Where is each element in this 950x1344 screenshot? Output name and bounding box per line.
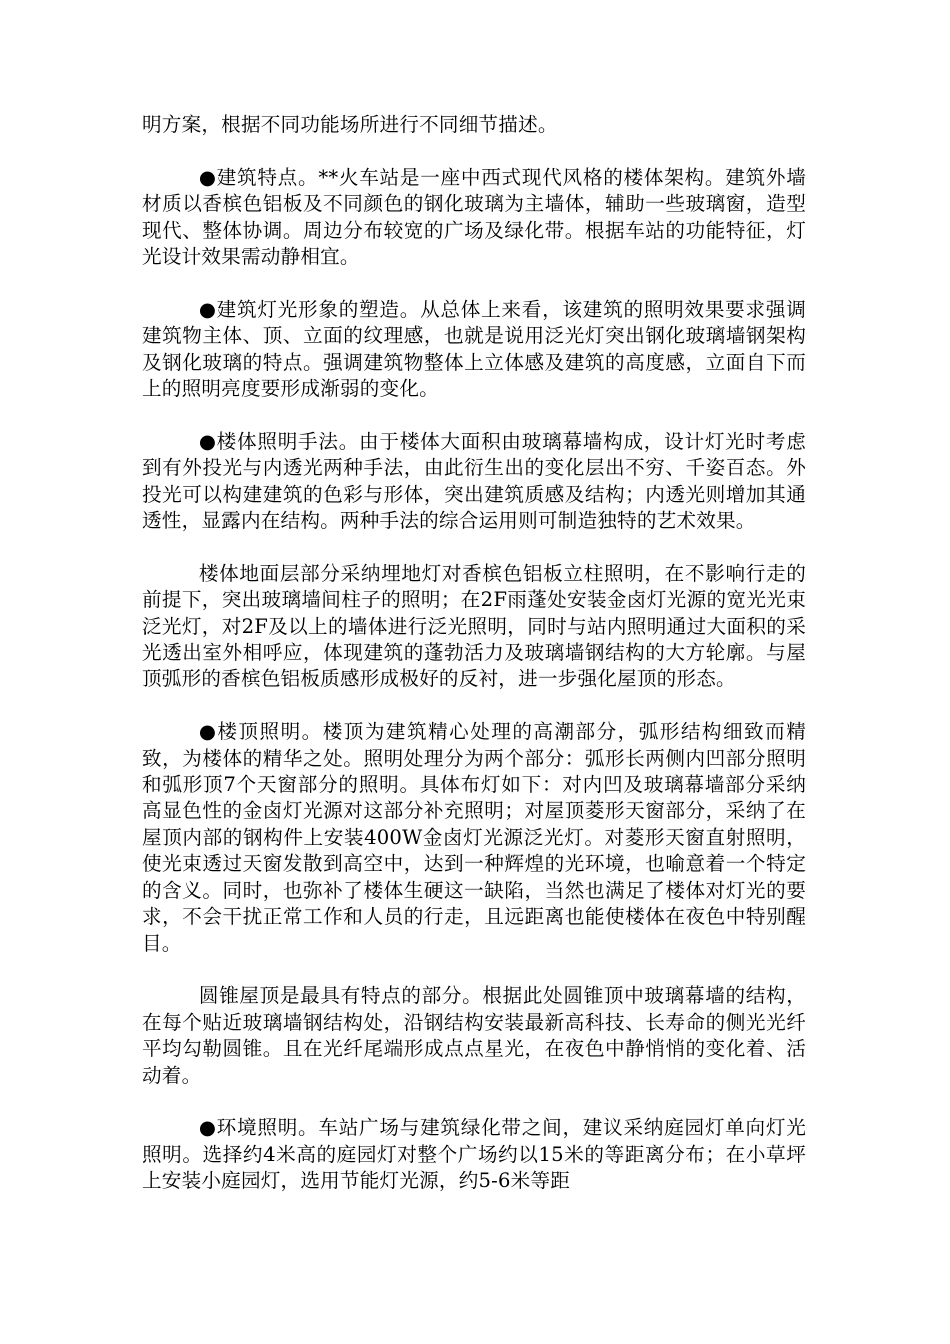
paragraph-environment-lighting: ●环境照明。车站广场与建筑绿化带之间，建议采纳庭园灯单向灯光照明。选择约4米高的庭园灯对整个广场约以15米的等距离分布；在小草坪上安装小庭园灯，选用节能灯光源，约5-6米等距: [142, 1116, 806, 1193]
paragraph-ground-floor-lighting: 楼体地面层部分采纳埋地灯对香槟色铝板立柱照明，在不影响行走的前提下，突出玻璃墙间柱子的照明；在2F雨蓬处安装金卤灯光源的宽光光束泛光灯，对2F及以上的墙体进行泛光照明，同时与站内照明通过大面积的采光透出室外相呼应，体现建筑的蓬勃活力及玻璃墙钢结构的大方轮廓。与屋顶弧形的香槟色铝板质感形成极好的反衬，进一步强化屋顶的形态。: [142, 561, 806, 691]
paragraph-roof-lighting: ●楼顶照明。楼顶为建筑精心处理的高潮部分，弧形结构细致而精致，为楼体的精华之处。照明处理分为两个部分：弧形长两侧内凹部分照明和弧形顶7个天窗部分的照明。具体布灯如下：对内凹及玻璃幕墙部分采纳高显色性的金卤灯光源对这部分补充照明；对屋顶菱形天窗部分，采纳了在屋顶内部的钢构件上安装400W金卤灯光源泛光灯。对菱形天窗直射照明，使光束透过天窗发散到高空中，达到一种辉煌的光环境，也喻意着一个特定的含义。同时，也弥补了楼体生硬这一缺陷，当然也满足了楼体对灯光的要求，不会干扰正常工作和人员的行走，且远距离也能使楼体在夜色中特别醒目。: [142, 720, 806, 955]
document-body: [142, 112, 806, 1221]
paragraph-cone-roof: 圆锥屋顶是最具有特点的部分。根据此处圆锥顶中玻璃幕墙的结构，在每个贴近玻璃墙钢结构处，沿钢结构安装最新高科技、长寿命的侧光光纤平均勾勒圆锥。且在光纤尾端形成点点星光，在夜色中静悄悄的变化着、活动着。: [142, 984, 806, 1087]
paragraph-facade-lighting-methods: ●楼体照明手法。由于楼体大面积由玻璃幕墙构成，设计灯光时考虑到有外投光与内透光两种手法，由此衍生出的变化层出不穷、千姿百态。外投光可以构建建筑的色彩与形体，突出建筑质感及结构；内透光则增加其通透性，显露内在结构。两种手法的综合运用则可制造独特的艺术效果。: [142, 429, 806, 533]
paragraph-lighting-image: ●建筑灯光形象的塑造。从总体上来看，该建筑的照明效果要求强调建筑物主体、顶、立面的纹理感，也就是说用泛光灯突出钢化玻璃墙钢架构及钢化玻璃的特点。强调建筑物整体上立体感及建筑的高度感，立面自下而上的照明亮度要形成渐弱的变化。: [142, 297, 806, 401]
paragraph-building-features: ●建筑特点。**火车站是一座中西式现代风格的楼体架构。建筑外墙材质以香槟色铝板及不同颜色的钢化玻璃为主墙体，辅助一些玻璃窗，造型现代、整体协调。周边分布较宽的广场及绿化带。根据车站的功能特征，灯光设计效果需动静相宜。: [142, 165, 806, 269]
paragraph-intro-continuation: 明方案，根据不同功能场所进行不同细节描述。: [142, 113, 558, 136]
